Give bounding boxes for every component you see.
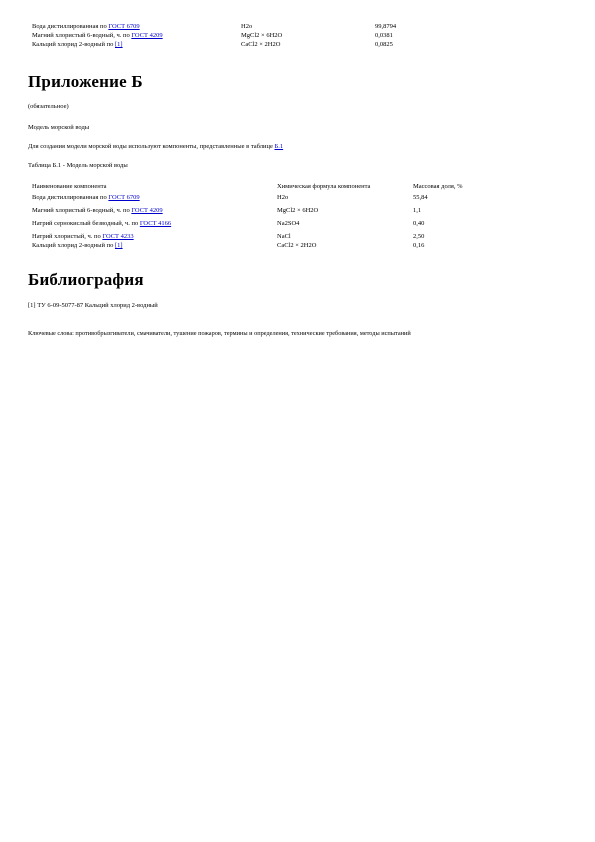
table-row — [30, 241, 465, 250]
appendix-intro: Для создания модели морской воды используют компоненты, представленные в таблице Б.1 — [28, 143, 284, 150]
table-row — [30, 215, 465, 228]
column-header: Массовая доля, % — [413, 183, 463, 190]
column-header: Химическая формула компонента — [277, 183, 371, 190]
component-formula: H2o — [277, 194, 289, 201]
column-header: Наименование компонента — [32, 183, 107, 190]
table-row — [30, 228, 465, 241]
gost-link[interactable]: ГОСТ 4209 — [131, 207, 163, 214]
component-name: Натрий хлористый, ч. по ГОСТ 4233 — [32, 233, 134, 240]
appendix-title: Приложение Б — [28, 72, 143, 91]
component-formula: CaCl2 × 2H2O — [277, 242, 317, 249]
component-formula: H2o — [241, 23, 253, 30]
component-value: 99,8794 — [375, 23, 397, 30]
bibliography-title: Библиография — [28, 270, 144, 289]
component-name: Натрий сернокислый безводный, ч. по ГОСТ 4166 — [32, 220, 172, 227]
component-name: Магний хлористый 6-водный, ч. по ГОСТ 4209 — [32, 32, 163, 39]
table-row — [30, 31, 398, 40]
reference-link[interactable]: [1] — [114, 242, 123, 249]
gost-link[interactable]: ГОСТ 4209 — [131, 32, 163, 39]
component-name: Кальций хлорид 2-водный по [1] — [32, 41, 123, 48]
component-value: 1,1 — [413, 207, 422, 214]
component-value: 55,84 — [413, 194, 428, 201]
component-value: 0,16 — [413, 242, 425, 249]
appendix-heading: Модель морской воды — [28, 124, 90, 131]
component-name: Вода дистиллированная по ГОСТ 6709 — [32, 194, 140, 201]
keywords: Ключевые слова: противобрызгиватели, смачиватели, тушение пожаров, термины и определения, технические требования, методы испытаний — [28, 330, 411, 337]
table-row — [30, 191, 465, 202]
top-table — [30, 22, 398, 49]
table-row — [30, 40, 398, 49]
table-header-row — [30, 182, 465, 191]
component-value: 0,0381 — [375, 32, 393, 39]
gost-link[interactable]: ГОСТ 6709 — [108, 23, 140, 30]
component-value: 2,50 — [413, 233, 425, 240]
gost-link[interactable]: ГОСТ 4233 — [102, 233, 134, 240]
table-row — [30, 22, 398, 31]
table-caption: Таблица Б.1 - Модель морской воды — [28, 162, 128, 169]
appendix-subtitle: (обязательное) — [28, 103, 69, 110]
component-formula: CaCl2 × 2H2O — [241, 41, 281, 48]
bibliography-entry: [1] ТУ 6-09-5077-87 Кальций хлорид 2-водный — [28, 302, 158, 309]
gost-link[interactable]: ГОСТ 6709 — [108, 194, 140, 201]
component-formula: MgCl2 × 6H2O — [241, 32, 283, 39]
reference-link[interactable]: [1] — [114, 41, 123, 48]
component-name: Магний хлористый 6-водный, ч. по ГОСТ 4209 — [32, 207, 163, 214]
table-row — [30, 202, 465, 215]
component-value: 0,40 — [413, 220, 425, 227]
component-name: Вода дистиллированная по ГОСТ 6709 — [32, 23, 140, 30]
seawater-table — [30, 182, 465, 250]
gost-link[interactable]: ГОСТ 4166 — [139, 220, 172, 227]
component-value: 0,0825 — [375, 41, 393, 48]
component-name: Кальций хлорид 2-водный по [1] — [32, 242, 123, 249]
component-formula: NaCl — [277, 233, 291, 240]
component-formula: Na2SO4 — [277, 220, 300, 227]
component-formula: MgCl2 × 6H2O — [277, 207, 319, 214]
table-link[interactable]: Б.1 — [274, 143, 284, 150]
